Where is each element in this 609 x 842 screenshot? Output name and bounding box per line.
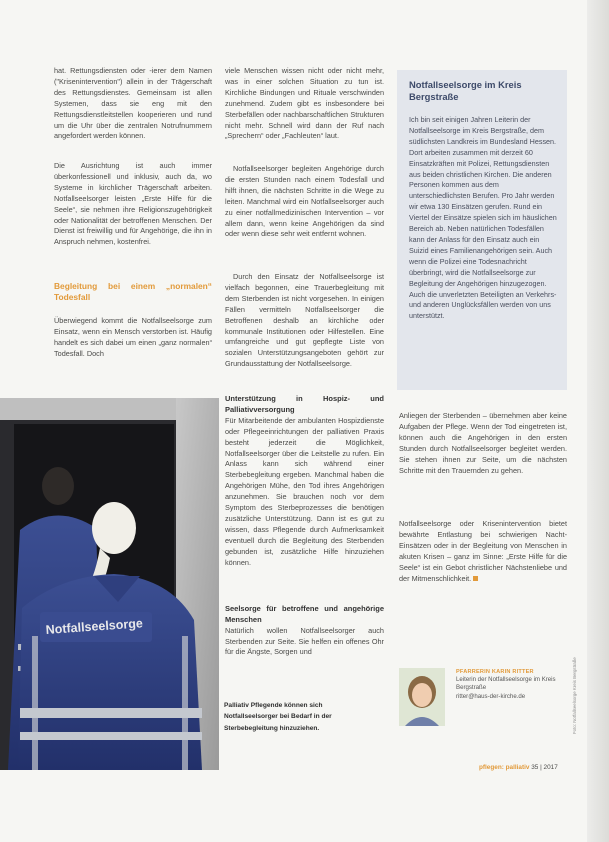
info-box — [397, 70, 567, 390]
col2-paragraph-1: viele Menschen wissen nicht oder nicht mehr, was in einer solchen Situation zu tun ist. Kirchliche Bindungen und Rituale verschwinden zunehmend. Zudem gibt es insbesondere bei Sterbefällen oder nachbarschaftlichen Strukturen nicht mehr. Schnell wird dann der Ruf nach „Sprechern“ oder „Fachleuten“ laut. — [225, 66, 384, 141]
photo-illustration — [0, 398, 219, 770]
col1-paragraph-1: hat. Rettungsdiensten oder -ierer dem Namen ("Krisenintervention") allein in der Trägerschaft des Rettungsdienstes. Gemeinsam ist allen Systemen, dass sie eng mit den Rettungsdienstleitstellen kooperieren und rund um die Uhr über die zentralen Notrufnummern angefordert werden können. — [54, 66, 212, 141]
page-edge-shadow — [587, 0, 609, 842]
info-box-body: Ich bin seit einigen Jahren Leiterin der Notfallseelsorge im Kreis Bergstraße, dem südlichsten Landkreis im Bundesland Hessen. Dort arbeiten zusammen mit derzeit 60 Einsatzkräften mit Polizei, Rettungsdiensten aus beiden christlichen Kirchen. Die anderen Personen kommen aus dem unterschiedlichsten Berufen. Pro Jahr werden wir etwa 130 Einsätzen gerufen. Rund ein Viertel der Einsätze spielen sich im häuslichen Bereich ab. Neben natürlichen Todesfällen kann der Anlass für den Einsatz auch ein Suizid eines Familienangehörigen sein. Auch wenn die Polizei eine Todesnachricht überbringt, wird die Notfallseelsorge zur Begleitung der Angehörigen hinzugezogen. Auch die unverletzten Beteiligten an Verkehrs- und anderen Unglücksfällen werden von uns unterstützt. — [409, 115, 557, 321]
photo-caption: Palliativ Pflegende können sich Notfallseelsorger bei Bedarf in der Sterbebegleitung hinzuziehen. — [224, 702, 332, 732]
photo-chaplains — [0, 398, 219, 770]
author-portrait-image — [399, 668, 445, 726]
footer-issue: 35 | 2017 — [531, 764, 558, 771]
column-1 — [54, 66, 212, 360]
author-role: Leiterin der Notfallseelsorge im Kreis Bergstraße — [456, 676, 556, 692]
col3-paragraph-1: Anliegen der Sterbenden – übernehmen aber keine Aufgaben der Pflege. Wenn der Tod eingetreten ist, können auch die Angehörigen in den ersten Stunden durch Notfallseelsorger begleitet werden. Sie stehen ihnen zur Seite, um die nächsten Schritte mit den Trauernden zu gehen. — [399, 411, 567, 475]
col2-paragraph-2: Notfallseelsorger begleiten Angehörige durch die ersten Stunden nach einem Todesfall und hilft ihnen, die nächsten Schritte in die Wege zu leiten. Manchmal wird ein Notfallseelsorger auch zu einer notfallmedizinischen Intervention – vor allem dann, wenn keine Angehörigen da sind oder wenn diese sehr weit entfernt wohnen. — [225, 164, 384, 239]
footer-magazine: pflegen: palliativ — [479, 764, 530, 771]
col1-subheading: Begleitung bei einem „normalen“ Todesfall — [54, 281, 212, 302]
col3-paragraph-2 — [399, 519, 567, 584]
col2-paragraph-3: Durch den Einsatz der Notfallseelsorge ist vielfach begonnen, eine Trauerbegleitung mit dem Sterbenden ist nicht vorgesehen. In einigen Fällen vermitteln Notfallseelsorger die Betroffenen deshalb an kirchliche oder kommunale Institutionen oder Hilfestellen. Eine umfangreiche und gut gepflegte Liste von sozialen Unterstützungsangeboten gehört zur Grundausstattung der Notfallseelsorge. — [225, 272, 384, 369]
image-credit-text: Foto: Notfallseelsorge Kreis Bergstraße — [572, 657, 577, 734]
page-footer — [479, 764, 558, 771]
col1-paragraph-3: Überwiegend kommt die Notfallseelsorge zum Einsatz, wenn ein Mensch verstorben ist. Häufig handelt es sich dabei um einen „ganz normalen“ Todesfall. Doch — [54, 316, 212, 358]
col2-paragraph-5: Natürlich wollen Notfallseelsorger auch Sterbenden zur Seite. Sie helfen ein offenes Ohr für die Ängste, Sorgen und — [225, 625, 384, 657]
col3-paragraph-2-text: Notfallseelsorge oder Krisenintervention bietet bewährte Entlastung bei schwierigen Nacht-Einsätzen oder in der Begleitung von Menschen in akuten Krisen – ganz im Sinne: „Erste Hilfe für die Seele“ ist ein Gebot christlicher Nächstenliebe und der Mitmenschlichkeit. — [399, 519, 567, 583]
end-of-article-mark — [473, 576, 478, 581]
col2-subheading-1: Unterstützung in Hospiz- und Palliativversorgung — [225, 394, 384, 414]
column-3 — [399, 411, 567, 584]
col1-paragraph-2: Die Ausrichtung ist auch immer überkonfessionell und inklusiv, auch da, wo Systeme in kirchlicher Trägerschaft arbeiten. Notfallseelsorger leisten „Erste Hilfe für die Seele“, sie nehmen ihre Religionszugehörigkeit oder Nationalität der betroffenen Menschen. Der Dienst ist freiwillig und für Angehörige, die ihn in Anspruch nehmen, kostenfrei. — [54, 161, 212, 247]
info-box-title: Notfallseelsorge im Kreis Bergstraße — [409, 79, 522, 102]
author-details — [456, 668, 566, 701]
image-credit — [572, 624, 581, 734]
author-email[interactable]: ritter@haus-der-kirche.de — [456, 692, 526, 700]
vest-label: Notfallseelsorge — [45, 616, 144, 637]
col2-subheading-2: Seelsorge für betroffene und angehörige Menschen — [225, 603, 384, 624]
column-2 — [225, 66, 384, 659]
author-name: PFARRERIN KARIN RITTER — [456, 669, 534, 675]
col2-paragraph-4: Für Mitarbeitende der ambulanten Hospizdienste oder Pflegeeinrichtungen der palliativen Praxis besteht jederzeit die Möglichkeit, Notfallseelsorger über die Leitstelle zu rufen. Ein Anlass kann sich während einer Sterbebegleitung ergeben. Manchmal haben die Angehörigen Mühe, den Tod ihres Angehörigen anzunehmen. Sie brauchen noch vor dem Symptom des Sterbeprozesses die benötigen zusätzliche Unterstützung. Dann ist es gut zu wissen, dass Pflegende durch Aufmerksamkeit eventuell durch die Begleitung des Sterbenden gebunden ist, zusätzliche Hilfe hinzuziehen können. — [225, 415, 384, 567]
author-portrait — [399, 668, 445, 726]
